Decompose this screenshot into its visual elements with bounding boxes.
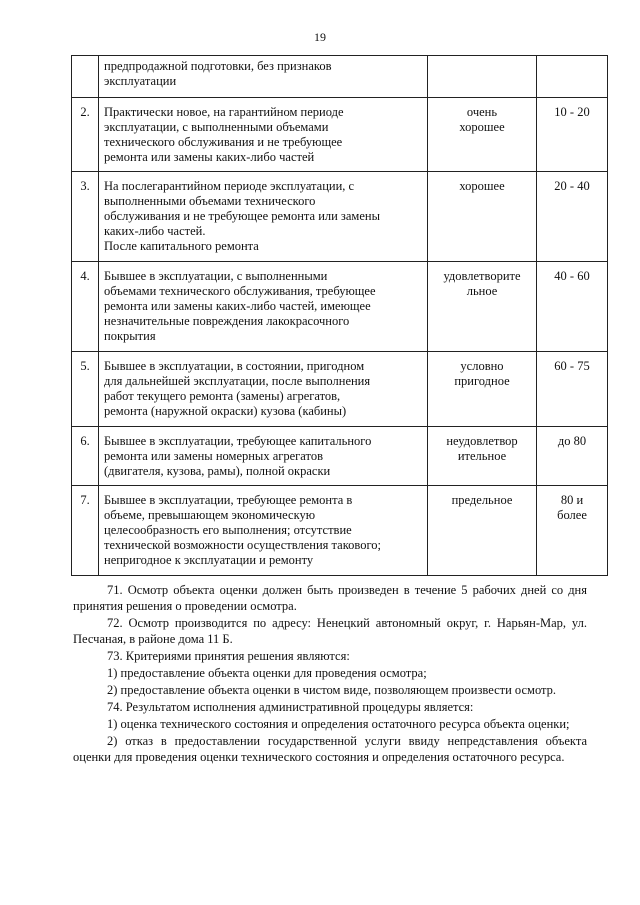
condition-grade-line: очень [466,105,498,119]
condition-grade-cell [428,352,537,427]
condition-grade-cell [428,427,537,486]
condition-description-cell [99,172,428,262]
row-number-cell [72,352,99,427]
row-number-cell [72,98,99,172]
condition-description-cell [99,427,428,486]
condition-description-line: Бывшее в эксплуатации, с выполненными [104,269,328,283]
condition-grade-line: удовлетворите [443,269,521,283]
row-number-cell [72,427,99,486]
wear-range-line: более [557,508,587,522]
page-number: 19 [314,30,326,44]
paragraph-74: 74. Результатом исполнения административной процедуры является: [107,700,474,714]
condition-description-line: После капитального ремонта [104,239,259,253]
wear-range-cell [537,486,608,576]
condition-description-line: Бывшее в эксплуатации, требующее ремонта в [104,493,353,507]
condition-description-line: (двигателя, кузова, рамы), полной окраски [104,464,331,478]
condition-grade-cell [428,486,537,576]
condition-description-cell [99,486,428,576]
condition-grade-cell [428,262,537,352]
condition-description-line: каких-либо частей. [104,224,206,238]
condition-description-line: обслуживания и не требующее ремонта или замены [104,209,380,223]
condition-description-line: объеме, превышающем экономическую [104,508,316,522]
condition-description-line: работ текущего ремонта (замены) агрегатов, [104,389,341,403]
condition-grade-line: хорошее [459,179,505,193]
condition-grade-line: условно [460,359,504,373]
wear-range-line: 80 и [560,493,584,507]
table-row [72,172,608,262]
condition-table-body [72,56,608,576]
row-number-cell [72,486,99,576]
condition-description-line: ремонта (наружной окраски) кузова (кабины) [104,404,347,418]
condition-grade-line: предельное [451,493,513,507]
condition-grade-cell [428,56,537,98]
condition-description-line: выполненными объемами технического [104,194,316,208]
wear-range-line: 60 - 75 [554,359,590,373]
condition-description-line: технического обслуживания и не требующее [104,135,343,149]
condition-description-line: технической возможности осуществления такового; [104,538,381,552]
paragraph-73-item-2: 2) предоставление объекта оценки в чистом виде, позволяющем произвести осмотр. [107,683,557,697]
condition-description-line: Практически новое, на гарантийном периоде [104,105,344,119]
condition-description-line: объемами технического обслуживания, требующее [104,284,376,298]
table-row [72,352,608,427]
table-row [72,56,608,98]
paragraph-74-item-1: 1) оценка технического состояния и определения остаточного ресурса объекта оценки; [107,717,570,731]
row-number-cell [72,56,99,98]
wear-range-cell [537,98,608,172]
row-number: 3. [80,179,90,193]
condition-description-line: эксплуатации, с выполненными объемами [104,120,329,134]
condition-description-line: эксплуатации [104,74,177,88]
condition-description-line: ремонта или замены номерных агрегатов [104,449,323,463]
row-number: 4. [80,269,90,283]
wear-range-cell [537,56,608,98]
row-number: 2. [80,105,90,119]
condition-description-line: незначительные повреждения лакокрасочного [104,314,350,328]
condition-grade-line: льное [466,284,498,298]
wear-range-line: до 80 [557,434,587,448]
condition-grade-line: неудовлетвор [446,434,518,448]
condition-description-line: На послегарантийном периоде эксплуатации, с [104,179,355,193]
row-number: 6. [80,434,90,448]
condition-description-line: покрытия [104,329,156,343]
table-row [72,98,608,172]
condition-description-cell [99,56,428,98]
wear-range-cell [537,262,608,352]
row-number-cell [72,172,99,262]
row-number-cell [72,262,99,352]
condition-grade-line: пригодное [454,374,510,388]
wear-range-line: 10 - 20 [554,105,590,119]
wear-range-cell [537,427,608,486]
condition-description-line: ремонта или замены каких-либо частей [104,150,315,164]
table-row [72,427,608,486]
paragraph-73-item-1: 1) предоставление объекта оценки для проведения осмотра; [107,666,427,680]
condition-description-line: Бывшее в эксплуатации, требующее капитального [104,434,372,448]
condition-grade-line: ительное [457,449,507,463]
paragraph-72: 72. Осмотр производится по адресу: Ненецкий автономный округ, г. Нарьян-Мар, ул. Песчаная, в районе дома 11 Б. [73,616,587,646]
condition-grade-line: хорошее [459,120,505,134]
condition-description-cell [99,352,428,427]
condition-grade-cell [428,172,537,262]
condition-description-line: Бывшее в эксплуатации, в состоянии, пригодном [104,359,365,373]
wear-range-line: 40 - 60 [554,269,590,283]
condition-grade-cell [428,98,537,172]
paragraph-74-item-2: 2) отказ в предоставлении государственной услуги ввиду непредставления объекта оценки для проведения оценки технического состояния и определения остаточного ресурса. [73,734,587,764]
condition-description-line: предпродажной подготовки, без признаков [104,59,332,73]
wear-range-cell [537,172,608,262]
table-row [72,486,608,576]
condition-table [71,55,608,576]
condition-description-cell [99,262,428,352]
condition-description-line: ремонта или замены каких-либо частей, имеющее [104,299,371,313]
paragraph-71: 71. Осмотр объекта оценки должен быть произведен в течение 5 рабочих дней со дня принятия решения о проведении осмотра. [73,583,587,613]
paragraph-73: 73. Критериями принятия решения являются: [107,649,350,663]
wear-range-line: 20 - 40 [554,179,590,193]
row-number: 5. [80,359,90,373]
condition-description-line: непригодное к эксплуатации и ремонту [104,553,314,567]
condition-description-line: целесообразность его выполнения; отсутствие [104,523,352,537]
condition-description-line: для дальнейшей эксплуатации, после выполнения [104,374,371,388]
table-row [72,262,608,352]
condition-description-cell [99,98,428,172]
wear-range-cell [537,352,608,427]
row-number: 7. [80,493,90,507]
body-text [73,582,587,766]
